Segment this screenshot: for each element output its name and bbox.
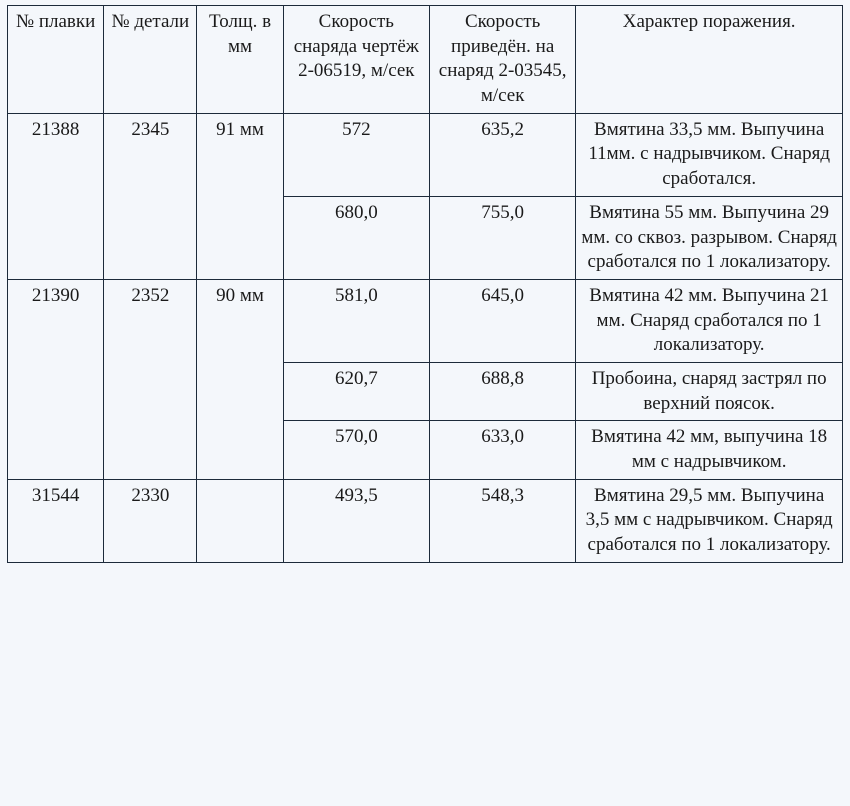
cell-speed: 581,0	[283, 279, 429, 362]
cell-speed-reduced: 548,3	[429, 479, 575, 562]
cell-description: Пробоина, снаряд застрял по верхний поясок.	[576, 362, 843, 420]
table-row	[8, 279, 843, 362]
cell-speed: 620,7	[283, 362, 429, 420]
cell-part-no: 2345	[104, 113, 197, 279]
cell-heat-no: 21390	[8, 279, 104, 479]
cell-heat-no: 21388	[8, 113, 104, 279]
cell-speed-reduced: 633,0	[429, 421, 575, 479]
table-row	[8, 113, 843, 196]
cell-speed-reduced: 688,8	[429, 362, 575, 420]
cell-description: Вмятина 42 мм, выпучина 18 мм с надрывчиком.	[576, 421, 843, 479]
cell-part-no: 2352	[104, 279, 197, 479]
test-results-table	[7, 5, 843, 563]
cell-part-no: 2330	[104, 479, 197, 562]
cell-thickness: 91 мм	[197, 113, 283, 279]
cell-speed-reduced: 645,0	[429, 279, 575, 362]
column-header-thickness: Толщ. в мм	[197, 6, 283, 114]
cell-speed: 680,0	[283, 196, 429, 279]
table-body	[8, 113, 843, 562]
cell-speed-reduced: 635,2	[429, 113, 575, 196]
table-row	[8, 479, 843, 562]
column-header-speed: Скорость снаряда чертёж 2-06519, м/сек	[283, 6, 429, 114]
cell-description: Вмятина 33,5 мм. Выпучина 11мм. с надрывчиком. Снаряд сработался.	[576, 113, 843, 196]
column-header-description: Характер поражения.	[576, 6, 843, 114]
cell-description: Вмятина 55 мм. Выпучина 29 мм. со сквоз. разрывом. Снаряд сработался по 1 локализатору.	[576, 196, 843, 279]
cell-thickness	[197, 479, 283, 562]
cell-thickness: 90 мм	[197, 279, 283, 479]
cell-heat-no: 31544	[8, 479, 104, 562]
column-header-speed-reduced: Скорость приведён. на снаряд 2-03545, м/сек	[429, 6, 575, 114]
table-header	[8, 6, 843, 114]
cell-speed-reduced: 755,0	[429, 196, 575, 279]
cell-speed: 493,5	[283, 479, 429, 562]
cell-speed: 572	[283, 113, 429, 196]
column-header-part-no: № детали	[104, 6, 197, 114]
cell-description: Вмятина 29,5 мм. Выпучина 3,5 мм с надрывчиком. Снаряд сработался по 1 локализатору.	[576, 479, 843, 562]
column-header-heat-no: № плавки	[8, 6, 104, 114]
cell-description: Вмятина 42 мм. Выпучина 21 мм. Снаряд сработался по 1 локализатору.	[576, 279, 843, 362]
header-row	[8, 6, 843, 114]
cell-speed: 570,0	[283, 421, 429, 479]
